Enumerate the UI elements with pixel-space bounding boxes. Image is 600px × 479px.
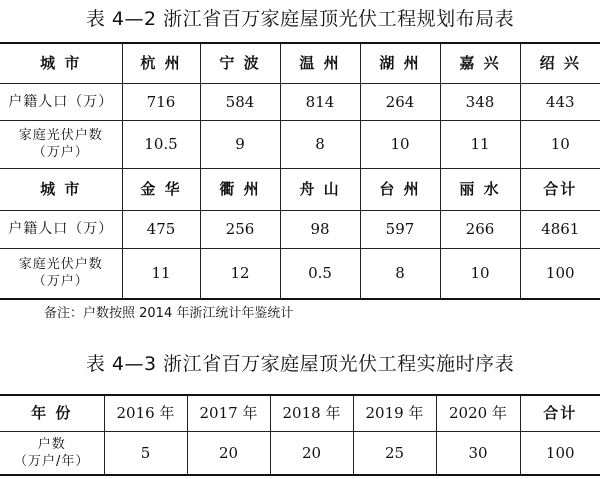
households-cell: 100 xyxy=(520,431,600,475)
population-cell: 475 xyxy=(122,210,200,248)
year-cell: 2019 年 xyxy=(353,395,436,431)
row-label-pv-line2: （万户） xyxy=(32,274,89,290)
pv-cell: 11 xyxy=(122,248,200,299)
city-cell: 宁 波 xyxy=(200,43,280,83)
row-label-city: 城 市 xyxy=(0,43,122,83)
pv-cell: 10 xyxy=(360,120,440,168)
pv-cell: 8 xyxy=(360,248,440,299)
pv-cell: 10 xyxy=(520,120,600,168)
pv-layout-table xyxy=(0,42,600,300)
population-cell: 814 xyxy=(280,83,360,120)
row-label-pv xyxy=(0,120,122,168)
city-cell: 金 华 xyxy=(122,168,200,210)
population-cell: 443 xyxy=(520,83,600,120)
city-cell: 衢 州 xyxy=(200,168,280,210)
block1-pv-row xyxy=(0,120,600,168)
block2-population-row xyxy=(0,210,600,248)
table1-title: 表 4—2 浙江省百万家庭屋顶光伏工程规划布局表 xyxy=(85,8,515,30)
row-label-population: 户籍人口（万） xyxy=(0,210,122,248)
pv-cell: 11 xyxy=(440,120,520,168)
households-cell: 25 xyxy=(353,431,436,475)
city-cell: 台 州 xyxy=(360,168,440,210)
pv-cell: 9 xyxy=(200,120,280,168)
city-cell: 丽 水 xyxy=(440,168,520,210)
city-cell: 杭 州 xyxy=(122,43,200,83)
table2-title: 表 4—3 浙江省百万家庭屋顶光伏工程实施时序表 xyxy=(85,353,515,375)
city-cell: 舟 山 xyxy=(280,168,360,210)
year-cell: 2020 年 xyxy=(436,395,520,431)
pv-cell: 10.5 xyxy=(122,120,200,168)
block1-city-row xyxy=(0,43,600,83)
city-cell: 嘉 兴 xyxy=(440,43,520,83)
row-label-city: 城 市 xyxy=(0,168,122,210)
row-label-households-line2: （万户/年） xyxy=(14,453,90,469)
pv-cell: 8 xyxy=(280,120,360,168)
row-label-population: 户籍人口（万） xyxy=(0,83,122,120)
pv-cell: 12 xyxy=(200,248,280,299)
total-header-cell: 合计 xyxy=(520,395,600,431)
households-row xyxy=(0,431,600,475)
population-cell: 4861 xyxy=(520,210,600,248)
population-cell: 348 xyxy=(440,83,520,120)
population-cell: 266 xyxy=(440,210,520,248)
year-cell: 2017 年 xyxy=(187,395,270,431)
total-cell: 合计 xyxy=(520,168,600,210)
population-cell: 584 xyxy=(200,83,280,120)
row-label-pv-line1: 家庭光伏户数 xyxy=(18,257,103,273)
households-cell: 5 xyxy=(104,431,187,475)
block2-pv-row xyxy=(0,248,600,299)
pv-cell: 0.5 xyxy=(280,248,360,299)
year-header-row xyxy=(0,395,600,431)
table1-note: 备注：户数按照 2014 年浙江统计年鉴统计 xyxy=(44,306,294,321)
row-label-households-line1: 户数 xyxy=(37,436,66,452)
households-cell: 30 xyxy=(436,431,520,475)
city-cell: 湖 州 xyxy=(360,43,440,83)
row-label-year: 年 份 xyxy=(0,395,104,431)
row-label-pv-line2: （万户） xyxy=(32,145,89,160)
block1-population-row xyxy=(0,83,600,120)
city-cell: 绍 兴 xyxy=(520,43,600,83)
population-cell: 256 xyxy=(200,210,280,248)
row-label-households xyxy=(0,431,104,475)
block2-city-row xyxy=(0,168,600,210)
population-cell: 597 xyxy=(360,210,440,248)
city-cell: 温 州 xyxy=(280,43,360,83)
row-label-pv xyxy=(0,248,122,299)
population-cell: 716 xyxy=(122,83,200,120)
population-cell: 98 xyxy=(280,210,360,248)
year-cell: 2018 年 xyxy=(270,395,353,431)
pv-cell: 100 xyxy=(520,248,600,299)
households-cell: 20 xyxy=(270,431,353,475)
population-cell: 264 xyxy=(360,83,440,120)
households-cell: 20 xyxy=(187,431,270,475)
year-cell: 2016 年 xyxy=(104,395,187,431)
implementation-schedule-table xyxy=(0,394,600,476)
row-label-pv-line1: 家庭光伏户数 xyxy=(18,128,103,143)
pv-cell: 10 xyxy=(440,248,520,299)
